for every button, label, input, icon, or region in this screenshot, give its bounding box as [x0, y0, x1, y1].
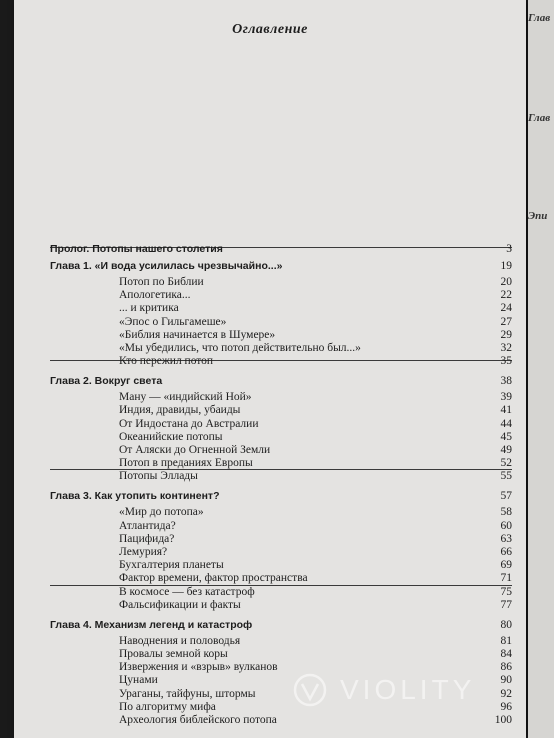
toc-section-entry: [50, 288, 512, 302]
toc-entry-title: Археология библейского потопа: [119, 714, 277, 726]
toc-entry-page: 3: [506, 243, 512, 255]
toc-chapter-entry: [50, 374, 512, 388]
toc-entry-title: Глава 4. Механизм легенд и катастроф: [50, 619, 253, 631]
toc-entry-page: 22: [500, 289, 512, 301]
toc-entry-title: Ману — «индийский Ной»: [119, 391, 252, 403]
toc-entry-page: 77: [500, 599, 512, 611]
toc-entry-title: Апологетика...: [119, 289, 191, 301]
toc-entry-page: 58: [500, 506, 512, 518]
adjacent-page-fragment: Глав: [528, 112, 551, 124]
toc-entry-page: 63: [500, 533, 512, 545]
book-page: [14, 0, 526, 738]
toc-entry-title: Фальсификации и факты: [119, 599, 241, 611]
toc-entry-title: Индия, дравиды, убаиды: [119, 404, 241, 416]
toc-entry-page: 27: [500, 316, 512, 328]
toc-entry-title: Бухгалтерия планеты: [119, 559, 224, 571]
toc-section-entry: [50, 571, 512, 585]
adjacent-page-edge: [528, 0, 554, 738]
toc-entry-page: 66: [500, 546, 512, 558]
toc-entry-page: 55: [500, 470, 512, 482]
page-title: Оглавление: [232, 22, 308, 37]
toc-chapter-entry: [50, 242, 512, 256]
toc-entry-title: Глава 1. «И вода усилилась чрезвычайно...»: [50, 260, 283, 272]
toc-section-entry: [50, 456, 512, 470]
watermark-text: VIOLITY: [340, 674, 476, 705]
toc-chapter-entry: [50, 489, 512, 503]
toc-entry-page: 84: [500, 648, 512, 660]
toc-entry-title: Извержения и «взрыв» вулканов: [119, 661, 278, 673]
toc-entry-page: 86: [500, 661, 512, 673]
toc-entry-page: 45: [500, 431, 512, 443]
toc-entry-page: 35: [500, 355, 512, 367]
adjacent-page-fragment: Эпи: [528, 210, 548, 222]
toc-section-entry: [50, 647, 512, 661]
toc-entry-page: 71: [500, 572, 512, 584]
toc-entry-title: По алгоритму мифа: [119, 701, 216, 713]
toc-section-entry: [50, 558, 512, 572]
toc-entry-page: 75: [500, 586, 512, 598]
toc-entry-page: 80: [500, 619, 512, 631]
toc-entry-page: 100: [494, 714, 512, 726]
toc-entry-title: Провалы земной коры: [119, 648, 228, 660]
toc-entry-title: «Мир до потопа»: [119, 506, 204, 518]
toc-entry-title: Лемурия?: [119, 546, 168, 558]
toc-entry-title: Ураганы, тайфуны, штормы: [119, 688, 256, 700]
toc-entry-title: ... и критика: [119, 302, 179, 314]
toc-entry-title: Фактор времени, фактор пространства: [119, 572, 308, 584]
toc-entry-title: От Индостана до Австралии: [119, 418, 259, 430]
toc-section-entry: [50, 519, 512, 533]
toc-entry-title: «Эпос о Гильгамеше»: [119, 316, 227, 328]
toc-entry-title: Пацифида?: [119, 533, 175, 545]
toc-section-entry: [50, 469, 512, 483]
toc-entry-page: 24: [500, 302, 512, 314]
toc-entry-page: 49: [500, 444, 512, 456]
toc-section-entry: [50, 430, 512, 444]
toc-entry-page: 19: [500, 260, 512, 272]
watermark-icon: [290, 670, 330, 710]
toc-section-entry: [50, 532, 512, 546]
toc-entry-title: Глава 3. Как утопить континент?: [50, 490, 220, 502]
toc-entry-page: 38: [500, 375, 512, 387]
toc-section-entry: [50, 417, 512, 431]
toc-entry-page: 41: [500, 404, 512, 416]
toc-entry-title: Потоп в преданиях Европы: [119, 457, 253, 469]
toc-entry-title: Потопы Эллады: [119, 470, 198, 482]
toc-entry-title: Кто пережил потоп: [119, 355, 214, 367]
toc-entry-page: 44: [500, 418, 512, 430]
toc-section-entry: [50, 585, 512, 599]
toc-entry-page: 69: [500, 559, 512, 571]
toc-section-entry: [50, 315, 512, 329]
toc-section-entry: [50, 390, 512, 404]
toc-section-entry: [50, 505, 512, 519]
toc-entry-title: Пролог. Потопы нашего столетия: [50, 243, 223, 255]
toc-entry-page: 90: [500, 674, 512, 686]
toc-entry-title: Атлантида?: [119, 520, 176, 532]
toc-section-entry: [50, 403, 512, 417]
toc-section-entry: [50, 301, 512, 315]
toc-entry-page: 39: [500, 391, 512, 403]
toc-section-entry: [50, 545, 512, 559]
toc-section-entry: [50, 713, 512, 727]
toc-entry-page: 29: [500, 329, 512, 341]
toc-entry-page: 81: [500, 635, 512, 647]
toc-entry-title: От Аляски до Огненной Земли: [119, 444, 271, 456]
toc-entry-title: «Библия начинается в Шумере»: [119, 329, 276, 341]
toc-section-entry: [50, 354, 512, 368]
toc-entry-title: Потоп по Библии: [119, 276, 204, 288]
toc-entry-title: Наводнения и половодья: [119, 635, 241, 647]
toc-entry-page: 20: [500, 276, 512, 288]
watermark-logo: [290, 670, 530, 710]
toc-section-entry: [50, 275, 512, 289]
toc-entry-title: Цунами: [119, 674, 158, 686]
toc-entry-title: Океанийские потопы: [119, 431, 223, 443]
toc-chapter-entry: [50, 259, 512, 273]
adjacent-page-fragment: Глав: [528, 12, 551, 24]
toc-entry-page: 96: [500, 701, 512, 713]
toc-entry-page: 60: [500, 520, 512, 532]
toc-chapter-entry: [50, 618, 512, 632]
toc-entry-page: 32: [500, 342, 512, 354]
toc-entry-page: 52: [500, 457, 512, 469]
toc-entry-title: В космосе — без катастроф: [119, 586, 255, 598]
toc-entry-title: «Мы убедились, что потоп действительно был...»: [119, 342, 361, 354]
toc-entry-page: 57: [500, 490, 512, 502]
toc-section-entry: [50, 634, 512, 648]
toc-entry-page: 92: [500, 688, 512, 700]
toc-section-entry: [50, 341, 512, 355]
toc-section-entry: [50, 598, 512, 612]
toc-section-entry: [50, 443, 512, 457]
table-of-contents: [14, 0, 526, 738]
toc-section-entry: [50, 328, 512, 342]
toc-entry-title: Глава 2. Вокруг света: [50, 375, 163, 387]
